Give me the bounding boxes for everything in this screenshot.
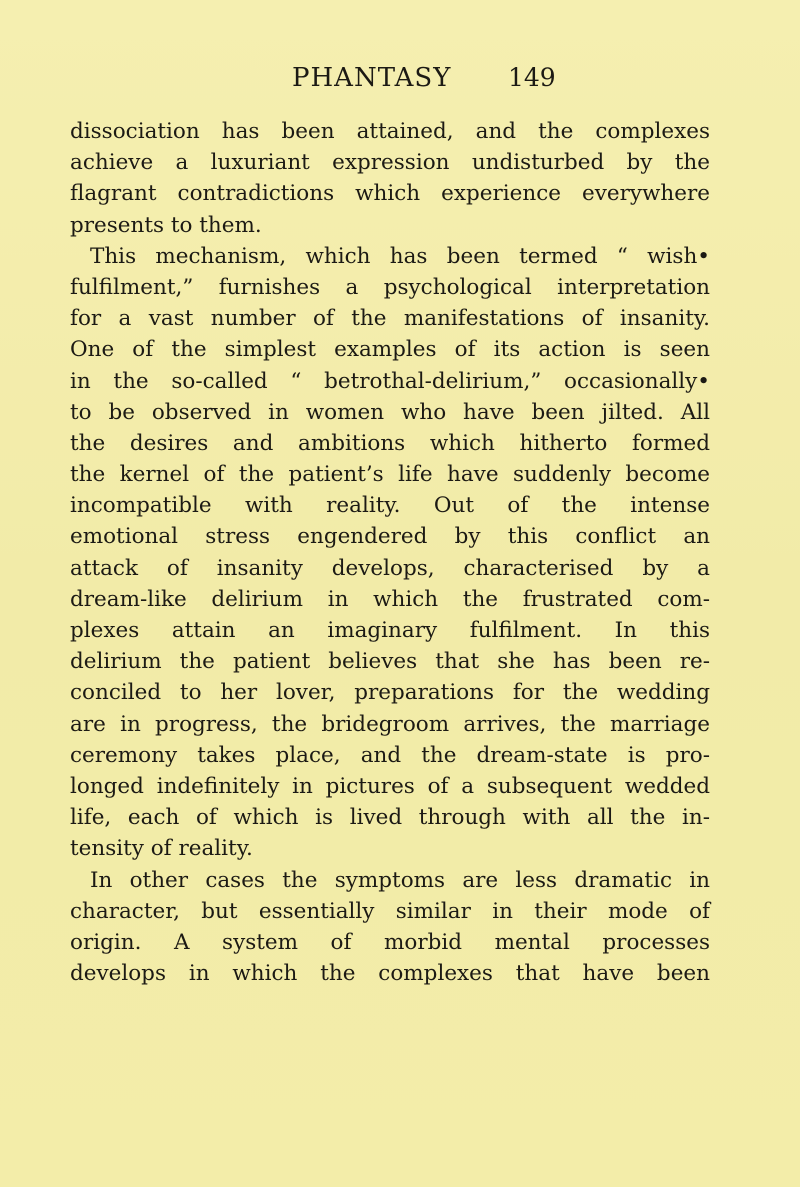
text-line: develops in which the complexes that have been (70, 961, 710, 987)
text-line: the kernel of the patient’s life have suddenly become (70, 462, 710, 488)
text-line: the desires and ambitions which hitherto formed (70, 430, 710, 456)
text-line: presents to them. (70, 212, 262, 238)
text-line: for a vast number of the manifestations of insanity. (70, 306, 710, 332)
text-line: to be observed in women who have been jilted. All (70, 399, 710, 425)
text-line: tensity of reality. (70, 836, 253, 862)
text-line: One of the simplest examples of its action is seen (70, 337, 710, 363)
text-line: character, but essentially similar in their mode of (70, 898, 710, 924)
text-line: incompatible with reality. Out of the intense (70, 493, 710, 519)
text-line: fulfilment,” furnishes a psychological interpretation (70, 274, 710, 300)
text-line: dissociation has been attained, and the complexes (70, 119, 710, 144)
running-head (0, 60, 800, 96)
text-line: In other cases the symptoms are less dramatic in (90, 867, 710, 893)
text-line: in the so-called “ betrothal-delirium,” occasionally• (70, 368, 710, 394)
page-number: 149 (508, 63, 556, 92)
running-title: PHANTASY (292, 63, 452, 93)
body-text (70, 116, 710, 989)
text-line: origin. A system of morbid mental processes (70, 929, 710, 955)
text-line: attack of insanity develops, characterised by a (70, 555, 710, 581)
text-line: conciled to her lover, preparations for the wedding (70, 680, 710, 706)
text-line: plexes attain an imaginary fulfilment. In this (70, 618, 710, 643)
text-line: flagrant contradictions which experience everywhere (70, 181, 710, 207)
text-line: longed indefinitely in pictures of a subsequent wedded (70, 773, 710, 799)
text-line: dream-like delirium in which the frustrated com- (70, 586, 710, 612)
text-line: achieve a luxuriant expression undisturbed by the (70, 150, 710, 176)
text-line: ceremony takes place, and the dream-state is pro- (70, 742, 710, 768)
text-line: This mechanism, which has been termed “ wish• (90, 243, 710, 269)
text-line: life, each of which is lived through with all the in- (70, 805, 710, 831)
text-line: are in progress, the bridegroom arrives, the marriage (70, 711, 710, 737)
text-line: emotional stress engendered by this conflict an (70, 524, 710, 550)
text-line: delirium the patient believes that she has been re- (70, 649, 710, 675)
